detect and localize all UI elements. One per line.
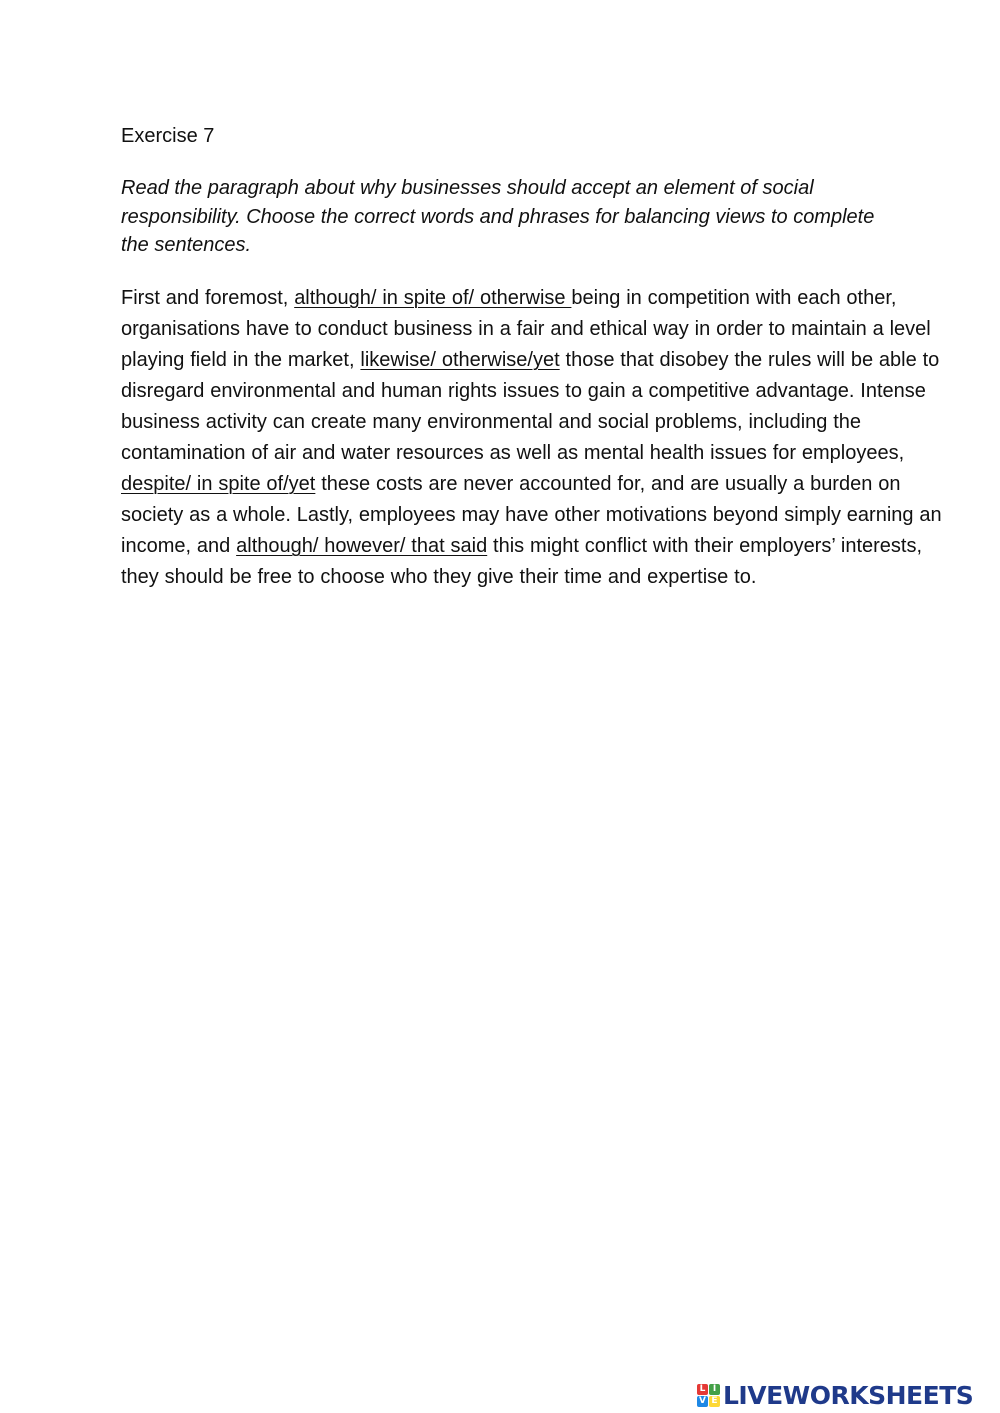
- choice-blank-1[interactable]: although/ in spite of/ otherwise: [294, 287, 572, 309]
- passage-text-2: being in competition with each other, organisations have to conduct business in a fair and ethical way in order to maintain a level playing field in the market,: [121, 287, 931, 371]
- choice-blank-4[interactable]: although/ however/ that said: [236, 535, 488, 557]
- passage-text-3: those that disobey the rules will be able to disregard environmental and human rights issues to gain a competitive advantage. Intense business activity can create many environmental and social problems, including the contamination of air and water resources as well as mental health issues for employees,: [121, 349, 940, 464]
- exercise-instructions: Read the paragraph about why businesses should accept an element of social responsibility. Choose the correct words and phrases for balancing views to complete the sentences.: [121, 177, 875, 256]
- logo-mark-icon: [697, 1384, 720, 1407]
- liveworksheets-logo: [697, 1380, 973, 1410]
- logo-text: LIVEWORKSHEETS: [723, 1380, 974, 1410]
- passage-text-4: these costs are never accounted for, and are usually a burden on society as a whole. Lastly, employees may have other motivations beyond simply earning an income, and: [121, 473, 942, 557]
- logo-mark-cell: L: [697, 1384, 708, 1395]
- exercise-passage: [121, 283, 961, 593]
- exercise-title: Exercise 7: [121, 125, 215, 147]
- logo-mark-cell: E: [709, 1396, 720, 1407]
- passage-text-1: First and foremost,: [121, 287, 295, 309]
- logo-mark-cell: I: [709, 1384, 720, 1395]
- passage-text-5: this might conflict with their employers’ interests, they should be free to choose who they give their time and expertise to.: [121, 535, 923, 588]
- choice-blank-3[interactable]: despite/ in spite of/yet: [121, 473, 316, 495]
- logo-mark-cell: V: [697, 1396, 708, 1407]
- choice-blank-2[interactable]: likewise/ otherwise/yet: [360, 349, 560, 371]
